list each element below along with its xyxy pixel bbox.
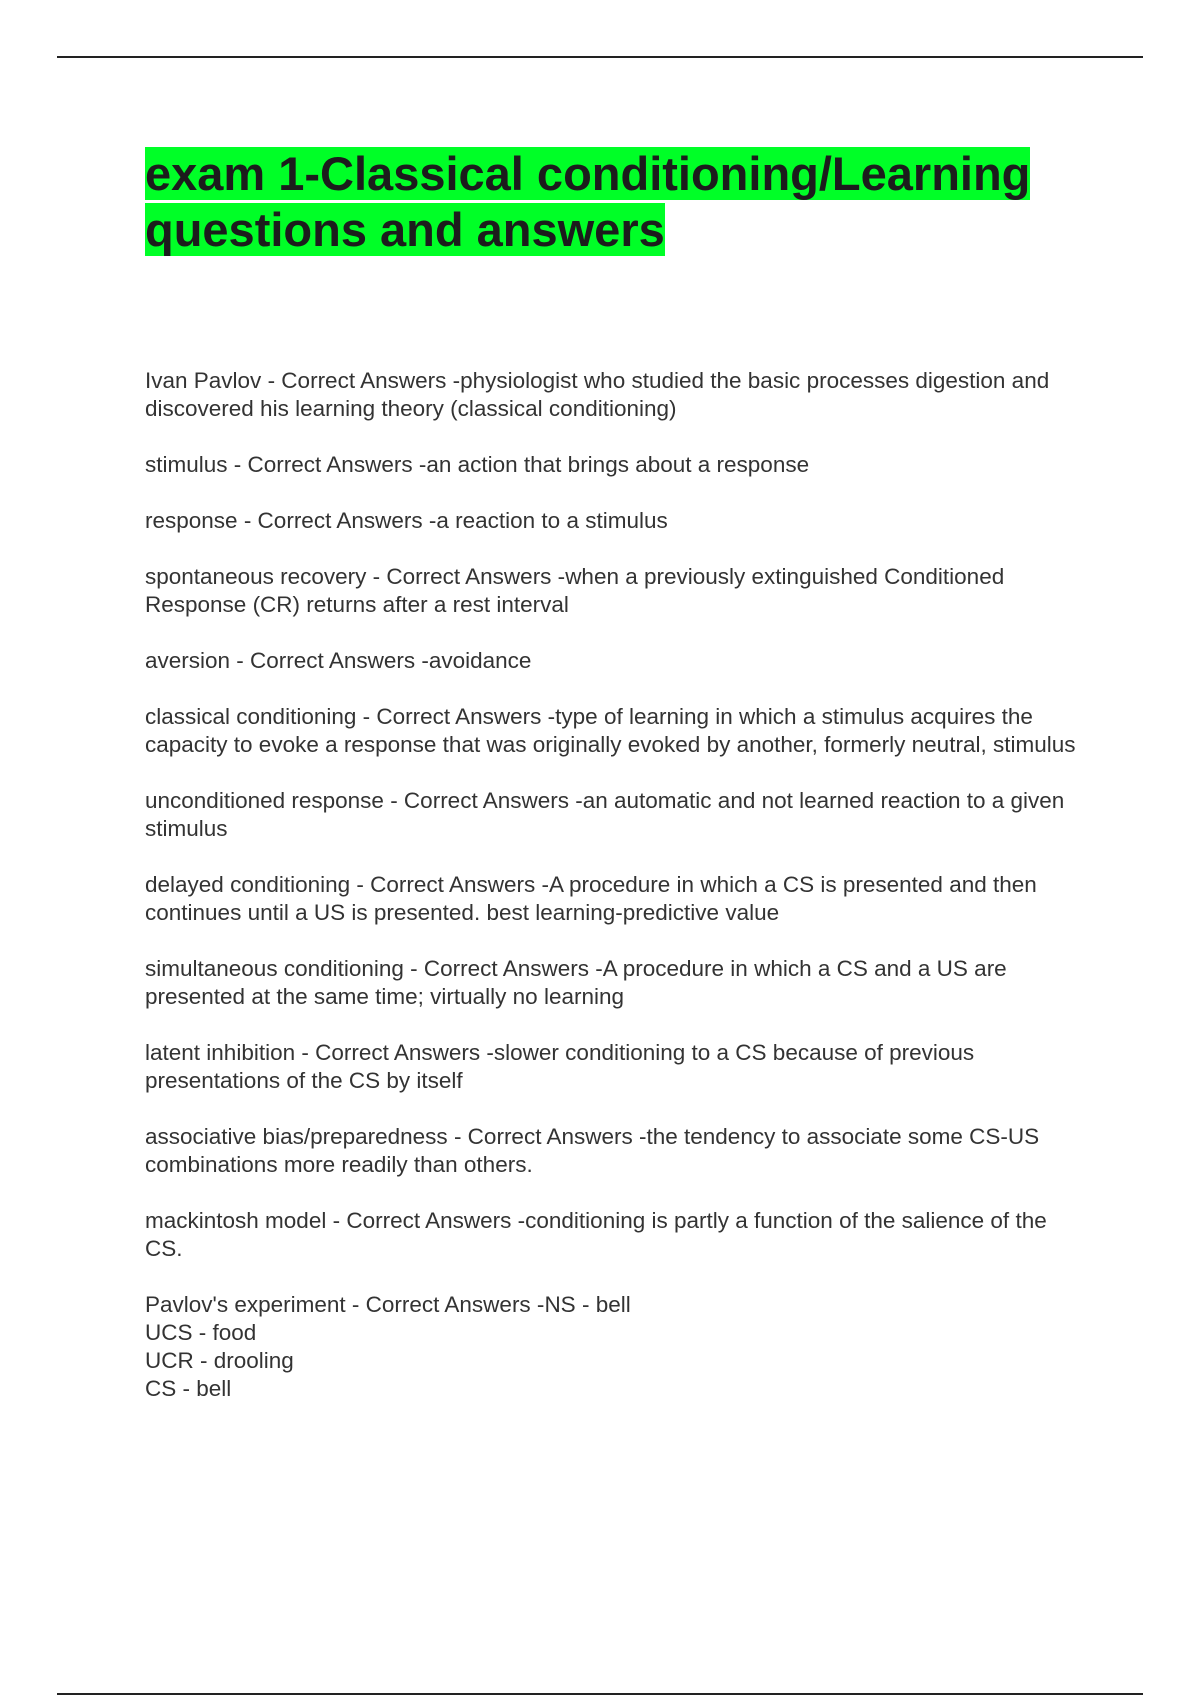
qa-item (145, 1123, 1085, 1179)
qa-item (145, 787, 1085, 843)
qa-item (145, 563, 1085, 619)
qa-term: latent inhibition (145, 1040, 296, 1065)
qa-answer: physiologist who studied the basic processes digestion and discovered his learning theory (classical conditioning) (145, 368, 1050, 421)
qa-separator: - Correct Answers - (403, 956, 603, 981)
qa-answer: A procedure in which a CS and a US are presented at the same time; virtually no learning (145, 956, 1007, 1009)
qa-answer: the tendency to associate some CS-US combinations more readily than others. (145, 1124, 1040, 1177)
qa-list (145, 367, 1085, 1431)
qa-item (145, 1291, 1085, 1403)
qa-term: Pavlov's experiment (145, 1292, 346, 1317)
title-line-1: exam 1-Classical conditioning/Learning (145, 147, 1031, 200)
qa-term: response (145, 508, 238, 533)
qa-answer: a reaction to a stimulus (436, 508, 668, 533)
qa-separator: - Correct Answers - (345, 1292, 545, 1317)
qa-separator: - Correct Answers - (350, 872, 549, 897)
qa-term: associative bias/preparedness (145, 1124, 448, 1149)
qa-separator: - Correct Answers - (366, 564, 566, 589)
qa-item (145, 647, 1085, 675)
qa-item (145, 703, 1085, 759)
qa-term: unconditioned response (145, 788, 384, 813)
qa-term: mackintosh model (145, 1208, 327, 1233)
qa-answer: when a previously extinguished Conditioned Response (CR) returns after a rest interval (145, 564, 1005, 617)
qa-item (145, 1207, 1085, 1263)
qa-separator: - Correct Answers - (227, 452, 427, 477)
qa-separator: - Correct Answers - (230, 648, 429, 673)
page-title (145, 146, 1075, 258)
qa-answer: type of learning in which a stimulus acquires the capacity to evoke a response that was originally evoked by another, formerly neutral, stimulus (145, 704, 1076, 757)
document-title (145, 146, 1075, 258)
qa-item (145, 367, 1085, 423)
qa-term: stimulus (145, 452, 228, 477)
qa-separator: - Correct Answers - (295, 1040, 494, 1065)
qa-item (145, 955, 1085, 1011)
qa-separator: - Correct Answers - (237, 508, 437, 533)
qa-answer: an automatic and not learned reaction to a given stimulus (145, 788, 1065, 841)
qa-separator: - Correct Answers - (326, 1208, 526, 1233)
qa-answer: conditioning is partly a function of the salience of the CS. (145, 1208, 1047, 1261)
qa-item (145, 507, 1085, 535)
qa-separator: - Correct Answers - (261, 368, 461, 393)
qa-item (145, 1039, 1085, 1095)
qa-separator: - Correct Answers - (447, 1124, 647, 1149)
qa-term: delayed conditioning (145, 872, 351, 897)
qa-term: simultaneous conditioning (145, 956, 404, 981)
bottom-rule (57, 1693, 1143, 1695)
qa-separator: - Correct Answers - (356, 704, 556, 729)
qa-term: Ivan Pavlov (145, 368, 262, 393)
qa-term: spontaneous recovery (145, 564, 367, 589)
qa-item (145, 451, 1085, 479)
qa-term: classical conditioning (145, 704, 357, 729)
top-rule (57, 56, 1143, 58)
qa-answer: NS - bell UCS - food UCR - drooling CS - bell (145, 1292, 631, 1401)
qa-answer: avoidance (428, 648, 532, 673)
qa-separator: - Correct Answers - (383, 788, 583, 813)
qa-item (145, 871, 1085, 927)
qa-answer: A procedure in which a CS is presented and then continues until a US is presented. best learning-predictive value (145, 872, 1037, 925)
qa-answer: slower conditioning to a CS because of previous presentations of the CS by itself (145, 1040, 975, 1093)
title-line-2: questions and answers (145, 203, 665, 256)
qa-answer: an action that brings about a response (426, 452, 810, 477)
qa-term: aversion (145, 648, 231, 673)
